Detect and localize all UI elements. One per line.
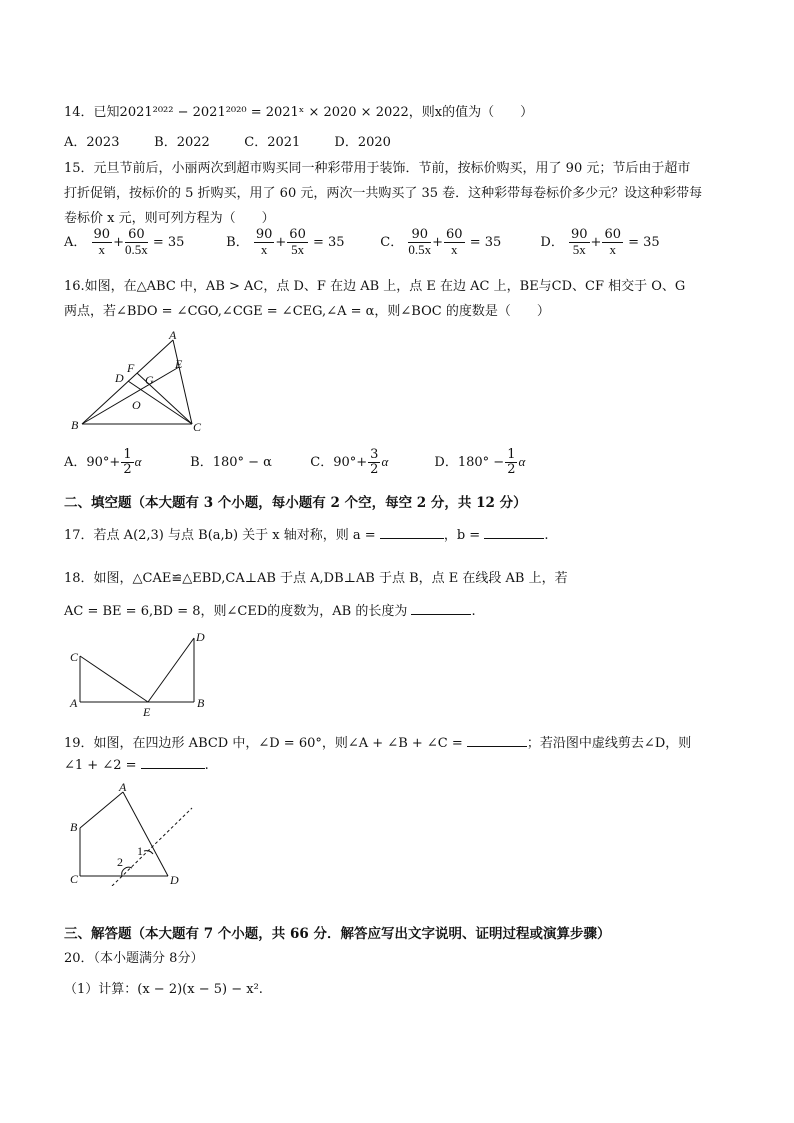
- frac-num: 1: [123, 447, 132, 462]
- segment-ed: [148, 638, 194, 702]
- q19-text-c: ∠1 + ∠2 =: [64, 758, 137, 773]
- frac-den: 5x: [572, 242, 586, 257]
- q17-text: 17．若点 A(2,3) 与点 B(a,b) 关于 x 轴对称，则 a =: [64, 528, 376, 543]
- q19-text-a: 19．如图，在四边形 ABCD 中，∠D = 60°，则∠A + ∠B + ∠C =: [64, 736, 463, 751]
- option-post: α: [381, 454, 389, 469]
- q20-part1: （1）计算：(x − 2)(x − 5) − x².: [64, 982, 263, 997]
- label-g: G: [145, 373, 154, 387]
- q18-line2-wrap: [64, 600, 476, 619]
- q17-mid: ，b =: [443, 528, 481, 543]
- q16-line1: 16.如图，在△ABC 中，AB > AC，点 D、F 在边 AB 上，点 E 在边 AC 上，BE与CD、CF 相交于 O、G: [64, 279, 686, 294]
- label-d: D: [196, 630, 205, 644]
- q17-answer-a-blank[interactable]: [380, 526, 444, 539]
- option-label: B．: [190, 455, 213, 470]
- label-b: B: [70, 820, 78, 834]
- q16-line2: 两点，若∠BDO = ∠CGO,∠CGE = ∠CEG,∠A = α，则∠BOC 的度数是（ ）: [64, 304, 550, 319]
- q16-option-a: [64, 448, 186, 477]
- frac-den: 2: [507, 462, 516, 477]
- segment-ac: [173, 340, 192, 424]
- option-pre: 180° − α: [212, 455, 272, 470]
- frac-den: x: [98, 242, 106, 257]
- option-label: D．: [540, 235, 564, 250]
- segment-ab: [80, 792, 123, 828]
- frac-den: 2: [370, 462, 379, 477]
- q18-answer-blank[interactable]: [411, 602, 471, 615]
- q16-option-d: [434, 448, 554, 477]
- segment-da: [123, 792, 168, 876]
- frac-num: 1: [507, 447, 516, 462]
- q15-option-d: D． $\frac{90}{5x}$ + $\frac{60}{x}$ = 35: [540, 227, 660, 257]
- q19-line2: [64, 756, 209, 773]
- option-pre: 90°+: [333, 455, 368, 470]
- option-label: C．: [310, 455, 334, 470]
- frac-den: 2: [123, 462, 132, 477]
- q14-options: [64, 131, 664, 150]
- label-e: E: [175, 357, 183, 371]
- q16-options: [64, 448, 584, 477]
- q14-option-a: A．2023: [64, 135, 120, 150]
- q15-line2: 打折促销，按标价的 5 折购买，用了 60 元，两次一共购买了 35 卷．这种彩带每卷标价多少元？设这种彩带每: [64, 186, 703, 201]
- label-a: A: [70, 696, 78, 710]
- q16-option-c: [310, 448, 430, 477]
- q17: [64, 524, 548, 543]
- q18-line2: AC = BE = 6,BD = 8，则∠CED的度数为，AB 的长度为: [64, 604, 408, 619]
- frac-den: 5x: [291, 242, 305, 257]
- frac-den: x: [609, 242, 616, 257]
- frac-num: 90: [255, 227, 273, 242]
- option-label: B．: [226, 235, 249, 250]
- frac-num: 90: [93, 227, 111, 242]
- q15-line3: 卷标价 x 元，则可列方程为（ ）: [64, 211, 275, 226]
- label-a: A: [169, 330, 177, 342]
- q15-option-c: C． $\frac{90}{0.5x}$ + $\frac{60}{x}$ = 35: [380, 227, 502, 257]
- label-o: O: [132, 398, 141, 412]
- q20-heading: 20．（本小题满分 8分）: [64, 951, 204, 966]
- angle-2-arc: [122, 867, 132, 876]
- label-c: C: [193, 420, 202, 434]
- q15-option-b: B． $\frac{90}{x}$ + $\frac{60}{5x}$ = 35: [226, 227, 345, 257]
- label-c: C: [70, 650, 79, 664]
- label-c: C: [70, 872, 79, 886]
- option-label: A．: [64, 455, 87, 470]
- option-label: D．: [434, 455, 458, 470]
- option-label: C．: [380, 235, 404, 250]
- label-b: B: [71, 418, 79, 432]
- option-rhs: = 35: [469, 235, 502, 250]
- option-label: A．: [64, 235, 87, 250]
- q15-line1: 15．元旦节前后，小丽两次到超市购买同一种彩带用于装饰．节前，按标价购买，用了 90 元；节后由于超市: [64, 161, 691, 176]
- frac-num: 60: [125, 228, 148, 243]
- label-angle-2: 2: [117, 855, 123, 869]
- q16-triangle-figure: [66, 330, 216, 434]
- frac-num: 3: [370, 447, 379, 462]
- frac-den: x: [260, 242, 268, 257]
- frac-num: 60: [604, 227, 621, 242]
- q14-option-d: D．2020: [334, 135, 391, 150]
- label-b: B: [197, 696, 205, 710]
- q17-answer-b-blank[interactable]: [484, 526, 544, 539]
- segment-ab: [82, 340, 173, 424]
- option-rhs: = 35: [312, 235, 345, 250]
- label-a: A: [119, 780, 127, 794]
- option-pre: 180° −: [457, 455, 505, 470]
- q17-end: .: [544, 528, 549, 543]
- q15-option-a: A． $\frac{90}{x}$ + $\frac{60}{0.5x}$ = 35: [64, 227, 185, 257]
- frac-num: 90: [408, 228, 431, 243]
- q19-answer2-blank[interactable]: [141, 756, 205, 769]
- q18-end: .: [471, 604, 476, 619]
- q19-quadrilateral-figure: [66, 778, 216, 886]
- option-rhs: = 35: [628, 235, 660, 250]
- q14-option-c: C．2021: [244, 135, 301, 150]
- section-2-heading: 二、填空题（本大题有 3 个小题，每小题有 2 个空，每空 2 分，共 12 分）: [64, 495, 527, 511]
- label-e: E: [143, 705, 151, 719]
- q15-options: [64, 228, 744, 257]
- q19-text-b: ；若沿图中虚线剪去∠D，则: [526, 736, 692, 751]
- frac-den: 0.5x: [408, 242, 432, 257]
- cut-dashed-line: [112, 808, 192, 886]
- q18-figure: [66, 628, 216, 720]
- frac-num: 90: [571, 227, 588, 242]
- frac-den: x: [451, 242, 458, 257]
- q19-line1: [64, 732, 691, 751]
- label-d: D: [115, 371, 124, 385]
- option-post: α: [134, 454, 142, 469]
- q18-line1: 18．如图，△CAE≌△EBD,CA⊥AB 于点 A,DB⊥AB 于点 B，点 E 在线段 AB 上，若: [64, 571, 568, 586]
- segment-be: [82, 367, 179, 424]
- frac-num: 60: [446, 227, 463, 242]
- option-pre: 90°+: [86, 455, 121, 470]
- frac-num: 60: [289, 227, 306, 242]
- label-d: D: [170, 873, 179, 886]
- q16-option-b: [190, 451, 306, 470]
- option-rhs: = 35: [152, 235, 185, 250]
- q19-answer1-blank[interactable]: [467, 734, 527, 747]
- q14-stem: 14．已知2021²⁰²² − 2021²⁰²⁰ = 2021ˣ × 2020 × 2022，则x的值为（ ）: [64, 105, 534, 120]
- q19-end: .: [204, 758, 209, 773]
- section-3-heading: 三、解答题（本大题有 7 个小题，共 66 分．解答应写出文字说明、证明过程或演算步骤）: [64, 926, 611, 942]
- q14-option-b: B．2022: [154, 135, 210, 150]
- label-f: F: [127, 361, 135, 375]
- option-post: α: [518, 454, 526, 469]
- segment-ce: [80, 656, 148, 702]
- frac-den: 0.5x: [124, 242, 148, 257]
- label-angle-1: 1: [137, 844, 143, 858]
